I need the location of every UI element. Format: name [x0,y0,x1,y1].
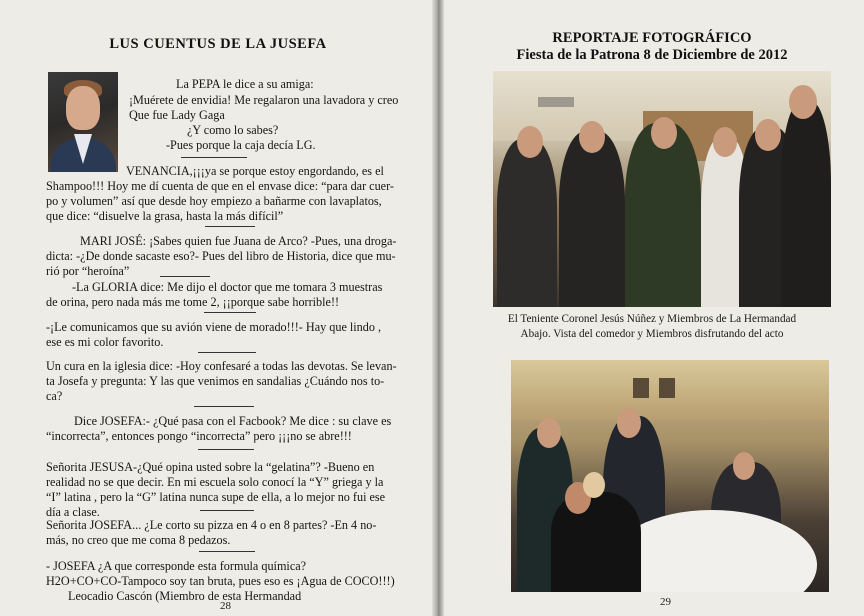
joke-line: -La GLORIA dice: Me dijo el doctor que me tomara 3 muestras [72,280,383,294]
left-page-title: LUS CUENTUS DE LA JUSEFA [109,36,327,52]
joke-line: - JOSEFA ¿A que corresponde esta formula química? [46,559,307,573]
joke-line: ¿Y como lo sabes? [187,123,279,137]
portrait-photo [48,72,118,172]
joke-line: MARI JOSÉ: ¡Sabes quien fue Juana de Arco? -Pues, una droga- [80,234,397,248]
dining-hall-photo [511,360,829,592]
separator-line [198,449,254,450]
joke-line: Que fue Lady Gaga [129,108,225,122]
photo-caption-line: Abajo. Vista del comedor y Miembros disfrutando del acto [520,328,784,340]
joke-line: Un cura en la iglesia dice: -Hoy confesaré a todas las devotas. Se levan- [46,359,397,373]
joke-line: La PEPA le dice a su amiga: [176,77,314,91]
joke-line: más, no creo que me coma 8 pedazos. [46,533,231,547]
joke-line: ca? [46,389,63,403]
joke-line: Dice JOSEFA:- ¿Qué pasa con el Facbook? Me dice : su clave es [74,414,392,428]
separator-line [204,312,256,313]
group-photo [493,71,831,307]
separator-line [205,226,255,227]
author-credit: Leocadio Cascón (Miembro de esta Hermandad [68,589,302,603]
joke-line: dicta: -¿De donde sacaste eso?- Pues del libro de Historia, dice que mu- [46,249,396,263]
joke-line: Shampoo!!! Hoy me dí cuenta de que en el envase dice: “para dar cuer- [46,179,394,193]
separator-line [198,352,256,353]
joke-line: día a clase. [46,505,100,519]
joke-line: “I” latina , pero la “G” latina nunca supe de ella, a lo mejor no fui ese [46,490,386,504]
joke-line: Señorita JESUSA-¿Qué opina usted sobre la “gelatina”? -Bueno en [46,460,375,474]
separator-line [200,510,254,511]
book-gutter [432,0,444,616]
page-number-left: 28 [220,600,231,612]
joke-line: H2O+CO+CO-Tampoco soy tan bruta, pues eso es ¡Agua de COCO!!!) [46,574,395,588]
report-subtitle: Fiesta de la Patrona 8 de Diciembre de 2012 [516,47,788,63]
report-title: REPORTAJE FOTOGRÁFICO [552,30,752,46]
separator-line [194,406,254,407]
joke-line: ta Josefa y pregunta: Y las que venimos en sandalias ¿Cuándo nos to- [46,374,385,388]
joke-line: que dice: “disuelve la grasa, hasta la más difícil” [46,209,284,223]
photo-caption-line: El Teniente Coronel Jesús Núñez y Miembros de La Hermandad [507,313,797,325]
joke-line: ¡Muérete de envidia! Me regalaron una lavadora y creo [129,93,399,107]
separator-line [199,551,255,552]
joke-line: realidad no se que decir. En mi escuela solo conocí la “Y” griega y la [46,475,384,489]
joke-line: ese es mi color favorito. [46,335,164,349]
joke-line: “incorrecta”, entonces pongo “incorrecta” pero ¡¡¡no se abre!!! [46,429,352,443]
joke-line: rió por “heroína” [46,264,130,278]
joke-line: VENANCIA,¡¡¡ya se porque estoy engordando, es el [126,164,384,178]
separator-line [181,157,247,158]
joke-line: Señorita JOSEFA... ¿Le corto su pizza en 4 o en 8 partes? -En 4 no- [46,518,377,532]
joke-line: de orina, pero nada más me tome 2, ¡¡porque sabe horrible!! [46,295,340,309]
separator-line [160,276,210,277]
joke-line: po y volumen” así que desde hoy empiezo a bañarme con lavaplatos, [46,194,382,208]
joke-line: -Pues porque la caja decía LG. [166,138,316,152]
joke-line: -¡Le comunicamos que su avión viene de morado!!!- Hay que lindo , [46,320,382,334]
page-number-right: 29 [660,596,671,608]
